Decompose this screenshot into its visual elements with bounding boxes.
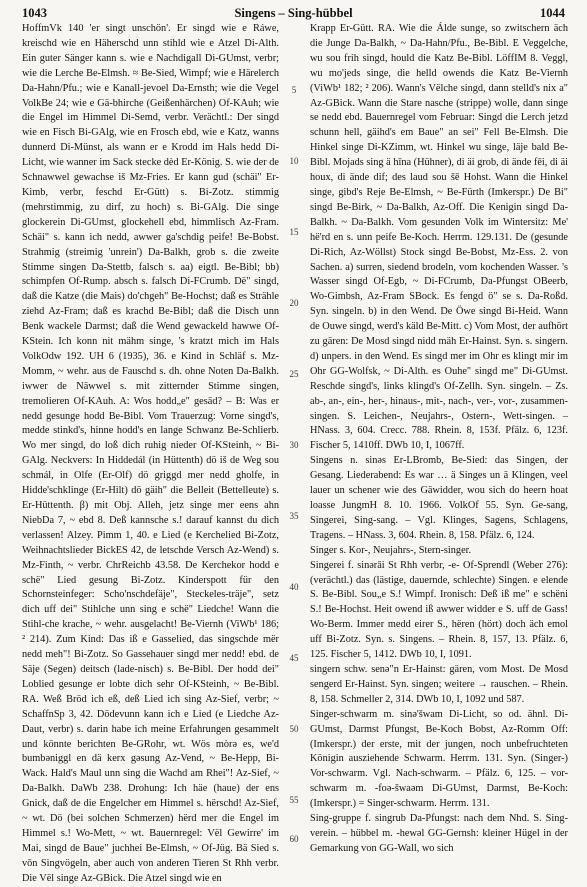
entry-singern: singern schw. senə"n Er-Hainst: gären, vom Most. De Mosd sengerd Er-Hainst. Syn. singen; weitere → rauschen. – Rhein. 8, 158. Schmeller 2, 314. DWb 10, I, 1092 und 587.: [310, 663, 568, 705]
line-number: 50: [289, 724, 299, 734]
page-header: [22, 6, 565, 22]
line-number: 5: [291, 85, 297, 95]
entry-singerei: Singerei f. sinərāi St Rhh verbr, -e- Of-Sprendl (Weber 276): (verächtl.) das (lästige, dauernde, schlechte) Singen. e elende S. Be-Bibl. Sou„e S.! Wimpf. Ironisch: Deß iß me" e schëni S.! Be-Hochst. Heit owend iß awwer widder e S. uff de Gass! Wo-Berm. Immer medd eirer S., hëren (hört) doch äch emol uff Bi-Zotz. Syn. s. Singens. – Rhein. 8, 157, 13. Pfälz. 6, 125. Fischer 5, 1412. DWb 10, I, 1091.: [310, 559, 568, 661]
entry-singer: Singer s. Kor-, Neujahrs-, Stern-singer.: [310, 544, 472, 556]
running-head: Singens – Sing-hübbel: [234, 6, 353, 20]
right-column: [310, 22, 568, 854]
line-number: 45: [289, 653, 299, 663]
line-number: 35: [289, 511, 299, 521]
line-number: 15: [289, 227, 299, 237]
line-number: 25: [289, 369, 299, 379]
entry-sing-gruppe: Sing-gruppe f. singrub Da-Pfungst: nach dem Nhd. S. Sing-verein. – hübbel m. -hewəl GG-Gernsh: kleiner Hügel in der Gemarkung von GG-Wall, wo sich: [310, 813, 568, 854]
line-number: 55: [289, 795, 299, 805]
left-column: [22, 22, 279, 884]
entry-paragraph: Krapp Er-Gütt. RA. Wie die Álde sunge, so zwitschern äch die Junge Da-Balkh, ~ Da-Hahn/Pfu., Be-Bibl. E Veggelche, wu sou frih singd, hould die Katz Be-Bibl. LöffIM 8. Veggl, wu mo'jeds singe, die helld owends die Katz Be-Viernh (ViWb¹ 182; ² 206). Wann's Vëlche singd, dann stelld's nix a" Az-GBick. Wann die Stare nasche (strippe) wolle, dann singe se nedd ebd. Bauernregel vom Februar: Singd die Lerch jetzd schunn hell, gäihd's em Baue" an sei" Fell Be-Elmsh. Die Hinkel singe Di-KZimm, wt. Hinkel wu singe, läje bald Be-Bibl. Mojads sing ä hīna (Hühner), di äi grob, di ände fēi, di äi houx, di ände dif; des laud sou šē Hohst. Wann die Hinkel singe, gibd's Reje Be-Elmsh, ~ Be-Fürth (Imkerspr.) De Bi" singd Be-Birk, ~ Da-Balkh, Az-Off. Die Kenigin singd Da-Balkh. ~ Da-Balkh. Vom gesunden Volk im Wintersitz: Me' hë'rd en s. unn peife Be-Koch. Herrm. 129.131. De (gesunde Di-Rich, Az-Wöllst) Stock singd Be-Bobst, Mz-Ess. 2. von Sachen. a) surren, siedend brodeln, vom kochenden Wasser. 's Wasser singd Of-Egb, ~ Di-FCrumb, Da-Pfungst OBeerb, Wo-Gimbsh, Az-Fram SBock. Es fengd ö" se s. Da-Roßd. Syn. singeln. b) in den Wend. De Öwe singd Bi-Heid. Wann de Ouwe singd, werd's käld Be-Mitt. c) Vom Most, der aufhört zu gären: De Mosd singd nidd mäh Er-Hainst. Syn. s. singern. d) unpers. in den Wend. Es singd mer im Ohr es klingt mir im Ohr GG-Wolfsk, ~ Di-Alth. es Ouhe" singd me" Di-GUmst. Reschde singd's, links klingd's Of-Zellh. Syn. singeln. – Zs. ab-, an-, ein-, her-, hinaus-, mit-, nach-, ver-, vor-, zusammen-singen. S. Leichen-, Neujahrs-, Ostern-, Wett-singen. – HNass. 3, 604. Crecc. 788. Rhein. 8, 153f. Pfälz. 6, 123f. Fischer 5, 1410ff. DWb 10, I, 1067ff.: [310, 23, 568, 452]
line-number: 30: [289, 440, 299, 450]
line-number: 60: [289, 834, 299, 844]
line-number: 10: [289, 156, 299, 166]
line-number: 40: [289, 582, 299, 592]
entry-singens: Singens n. sinəs Er-LBromb, Be-Sied: das Singen, der Gesang. Liederabend: Es war … ä Singes un ä Klingen, veel lauer un schener wie des Gäwidder, wou sich do heern hoat loasse JungmH 8. 10. 1966. VolkOf 55. Syn. Ge-sang, Singerei, Sing-sang. – Vgl. Klinges, Sagens, Schlagens, Tragens. – HNass. 3, 604. Rhein. 8, 158. Pfälz. 6, 124.: [310, 455, 568, 541]
entry-paragraph: HoffmVk 140 'er singt unschön'. Er singd wie e Ráwe, kreischd wie en Häherschd unn stihld wie e Atzel Di-Alth. Ein guter Sänger kann s. wie e Nachdigall Di-GUmst, verbr; wie die Lerche Be-Elmsh. ≈ Be-Sied, Wimpf; wie e Härelerch Da-Hahn/Pfu.; wie e Kanall-jevoel Da-Ernsth; wie die Vegel VolkBe 24; wie e Gä-bhirche (Geißenhärchen) Of-KAuh; wie die Engel im Himmel Di-Semd, verbr. Verächtl.: Der singd wie en Fisch Bi-GAlg, wie en Frosch ebd, wie e Katz, wanns dunnerd Di-Münst, als wann er e Krodd im Hals hedd Di-Licht, wie wanner im Sack stecke dèd Er-König. S. wie der de Schnawwel gewachse iš Mz-Fries. Er kann gud (schäi" Er-Kimb, verbr, feschd Er-Gütt) s. Bi-Zotz. stimmig (mehrstimmig, zu dirf, zu hoch) s. Bi-GAlg. Die singe glockerein Di-GUmst, glockehell ebd, himmlisch Az-Fram. Schäi" s. kann ich nedd, awwer ga'schdig peife! Be-Bobst. Strahmig (streimig 'unrein') Da-Balkh, grob s. die zweite Stimme singen Da-Stettb, falsch s. aa) eigtl. Be-Bibl; bb) schimpfen Of-Rump. absch s. falsch Di-FCrumb. Dë" singd, daß die Katze (die Mais) do'chgeh" Be-Hochst; daß es Strähle ziehd Az-Fram; daß es krachd Be-Bibl; daß die Disch unn Benk wackele Darmst; daß die Wend gewackeld hawwe Of-KStein. Ich konn nit mähm singe, 's kratzt mich im Hals VolkOdw 192. UH 6 (1935), 36. e Kind in Schläf s. Mz-Momm, ~ wehr. aus de Fauschd s. dh. ohne Noten Da-Balkh. iwwer de Näwwel s. mit zitternder Stimme singen, tremolieren Of-KAuh. A: Wos hodd„e" gesäd? – B: Was er nedd gesunge hodd Be-Bibl. Vom Trauerzug: Vorne singd's, medde stinkd's, hinne hodd's en lange Schwanz Be-Schlierb. Wo mer singd, do loß dich ruhig nieder Of-KSteinh, ~ Bi-GAlg. Neckvers: In Hiddedál (in Hüttenth) dö iš de Weg sou schmál, in Olfe (Er-Olf) dö griggd mer nedd gholfe, in Hidde'schklinge (Er-Hilt) dö gäih" die Belleit (Bettelleute) s. Er-Hüttenth. β) mit Obj. Alleh, jetz singe mer eens ahn NiebDa 7, ~ ebd 8. Deß kannsche s.! darauf kannst du dich verlassen! Alzey. Pimm 1, 40. e Lied (e Kerchelied Bi-Zotz, Weihnachtslieder BickES 42, de letschde Versch Az-Wend) s. Mz-Finth, ~ verbr. ChrReichb 43.58. De Kerchekor hodd e schë" Lied gesung Bi-Zotz. Kinderspott für den Schornsteinfeger: Scho'nschdefäje", Steckeles-träje", setz dich uff dei" Stihlche unn sing e schë" Liedche! Wann die Stihl-che krache, ~ wehr. ausgelacht! Be-Viernh (ViWb¹ 186; ² 214). Zum Kind: Das iß e Gasselied, das singschde mër nedd meh"! Bi-Zotz. So Gassehauer singd mer nedd! ebd. de Säje (Segen) deitsch (lade-nisch) s. Be-Bibl. Der hodd dei" Loblied gesunge er lobte dich sehr Of-KSteinh, ~ Be-Bibl. RA. Weß Bröd ich eß, deß Lied ich sing Az-Sief, verbr; ~ SchaffnSp 3, 42. Dödevunn kann ich e Lied (e Liedche Az-Daut, verbr) s. darin habe ich meine Erfahrungen gesammelt und könnte berichten Be-GRohr, wt. Wös mòrə es, we'd bumbəniggl en dä kerx gəsung Az-Vend, ~ Be-Hepp, Bi-Wack. Hald's Maul unn sing die Wachd am Rhei"! Az-Sief, ~ Da-Balkh. DaWb 238. Drohung: Ich häe (haue) der ens Gnick, daß de die Engelcher em Himmel s. hërschd! Az-Sief, ~ wt. Dö (bei solchen Schmerzen) hërd mer die Engel im Himmel s.! Wo-Mett, ~ wt. Bauernregel: Vël Gewirre' im Mai, singd de Baue" juchhei Be-Elmsh, ~ Of-Jüg. Bä Sied s. vōn Singvögeln, aber auch von anderen Tieren St Rhh verbr. Die Vël singe Az-GBick. Die Atzel singd wie en: [22, 23, 279, 884]
page-number-right: 1044: [540, 6, 565, 20]
entry-singer-schwarm: Singer-schwarm m. sinə'šwam Di-Licht, so od. ähnl. Di-GUmst, Darmst Pfungst, Be-Koch Bobst, Az-Romm Off: (Imkerspr.) der erste, mit der jungen, noch unbefruchteten Königin ausziehende Schwarm. Herrm. 131. Syn. (Singer-) Vor-schwarm. Vgl. Nach-schwarm. – Pfälz. 6, 125. – vor-schwarm m. -foə-šwaəm Di-GUmst, Darmst, Be-Koch: (Imkerspr.) = Singer-schwarm. Herrm. 131.: [310, 708, 568, 810]
line-numbers: [282, 22, 306, 848]
page-number-left: 1043: [22, 6, 47, 20]
line-number: 20: [289, 298, 299, 308]
